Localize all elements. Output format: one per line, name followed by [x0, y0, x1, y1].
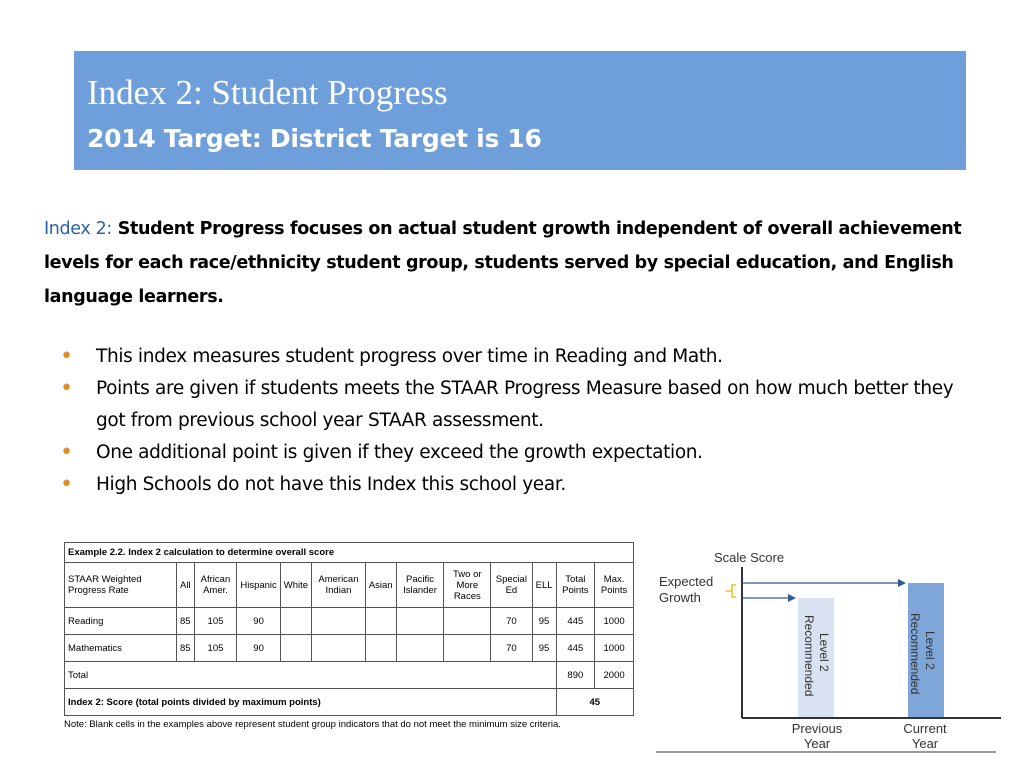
table-cell: 45 — [556, 689, 633, 716]
bullet-list — [60, 341, 980, 501]
bullet-text: One additional point is given if they exceed the growth expectation. — [96, 442, 703, 463]
arrow-head-icon — [788, 594, 796, 602]
row-label: Total — [65, 662, 557, 689]
row-label: Mathematics — [65, 635, 177, 662]
example-table — [64, 542, 634, 716]
table-cell — [365, 635, 396, 662]
table-cell — [444, 635, 491, 662]
row-label: Index 2: Score (total points divided by maximum points) — [65, 689, 557, 716]
table-cell: 95 — [532, 635, 556, 662]
table-cell: 85 — [177, 608, 195, 635]
table-cell: 70 — [491, 608, 532, 635]
table-row — [65, 635, 634, 662]
bar-label: Level 2 — [817, 633, 831, 672]
example-table-figure — [64, 542, 636, 730]
intro-paragraph — [44, 212, 1004, 314]
bar-label: Recommended — [908, 613, 922, 695]
growth-diagram — [656, 545, 1001, 755]
table-cell — [312, 635, 366, 662]
row-label: Reading — [65, 608, 177, 635]
column-header: Asian — [365, 563, 396, 608]
title-banner — [74, 51, 966, 170]
table-cell — [444, 608, 491, 635]
table-cell: 1000 — [595, 608, 634, 635]
table-cell: 890 — [556, 662, 595, 689]
table-cell: 90 — [237, 635, 280, 662]
table-note: Note: Blank cells in the examples above represent student group indicators that do not meet the minimum size criteria. — [64, 719, 561, 730]
column-header: Max. Points — [595, 563, 634, 608]
y-axis-label: Scale Score — [714, 550, 785, 565]
bullet-item — [60, 469, 980, 501]
bullet-item — [60, 437, 980, 469]
intro-text: Student Progress focuses on actual student growth independent of overall achievement levels for each race/ethnicity student group, students served by special education, and English language learners. — [44, 219, 962, 307]
bullet-icon: • — [60, 472, 73, 497]
bullet-item — [60, 341, 980, 373]
bullet-text: Points are given if students meets the STAAR Progress Measure based on how much better they got from previous school year STAAR assessment. — [96, 378, 954, 431]
column-header: American Indian — [312, 563, 366, 608]
column-header: White — [280, 563, 311, 608]
table-cell — [396, 635, 444, 662]
bullet-item — [60, 373, 980, 437]
x-axis-label-previous: Previous — [791, 721, 843, 736]
column-header: Special Ed — [491, 563, 532, 608]
intro-lead: Index 2: — [44, 219, 112, 239]
table-cell — [396, 608, 444, 635]
x-axis-label-current: Year — [911, 736, 939, 751]
x-axis-label-previous: Year — [803, 736, 831, 751]
column-header: Total Points — [556, 563, 595, 608]
table-cell: 95 — [532, 608, 556, 635]
table-cell: 70 — [491, 635, 532, 662]
table-row-header-label: STAAR Weighted Progress Rate — [65, 563, 177, 608]
bullet-icon: • — [60, 440, 73, 465]
table-cell: 105 — [194, 608, 237, 635]
bullet-text: High Schools do not have this Index this school year. — [96, 474, 566, 495]
table-cell — [280, 608, 311, 635]
table-row-score — [65, 689, 634, 716]
bar-label: Level 2 — [923, 631, 937, 670]
bullet-icon: • — [60, 344, 73, 369]
table-row-total — [65, 662, 634, 689]
bar-label: Recommended — [802, 615, 816, 697]
column-header: ELL — [532, 563, 556, 608]
table-cell — [312, 608, 366, 635]
table-row — [65, 608, 634, 635]
arrow-head-icon — [898, 579, 906, 587]
slide-title: Index 2: Student Progress — [87, 73, 448, 112]
column-header: African Amer. — [194, 563, 237, 608]
column-header: Two or More Races — [444, 563, 491, 608]
table-cell — [365, 608, 396, 635]
column-header: All — [177, 563, 195, 608]
bullet-icon: • — [60, 376, 73, 401]
table-caption: Example 2.2. Index 2 calculation to determine overall score — [65, 543, 634, 563]
column-header: Hispanic — [237, 563, 280, 608]
expected-growth-label: Growth — [659, 590, 701, 605]
growth-bracket-icon — [726, 585, 736, 597]
table-cell: 85 — [177, 635, 195, 662]
bullet-text: This index measures student progress over time in Reading and Math. — [96, 346, 723, 367]
table-cell: 105 — [194, 635, 237, 662]
column-header: Pacific Islander — [396, 563, 444, 608]
expected-growth-label: Expected — [659, 574, 714, 589]
table-cell: 445 — [556, 635, 595, 662]
table-cell: 2000 — [595, 662, 634, 689]
table-cell: 1000 — [595, 635, 634, 662]
x-axis-label-current: Current — [903, 721, 947, 736]
table-cell: 445 — [556, 608, 595, 635]
slide-subtitle: 2014 Target: District Target is 16 — [87, 124, 542, 153]
table-cell — [280, 635, 311, 662]
table-cell: 90 — [237, 608, 280, 635]
